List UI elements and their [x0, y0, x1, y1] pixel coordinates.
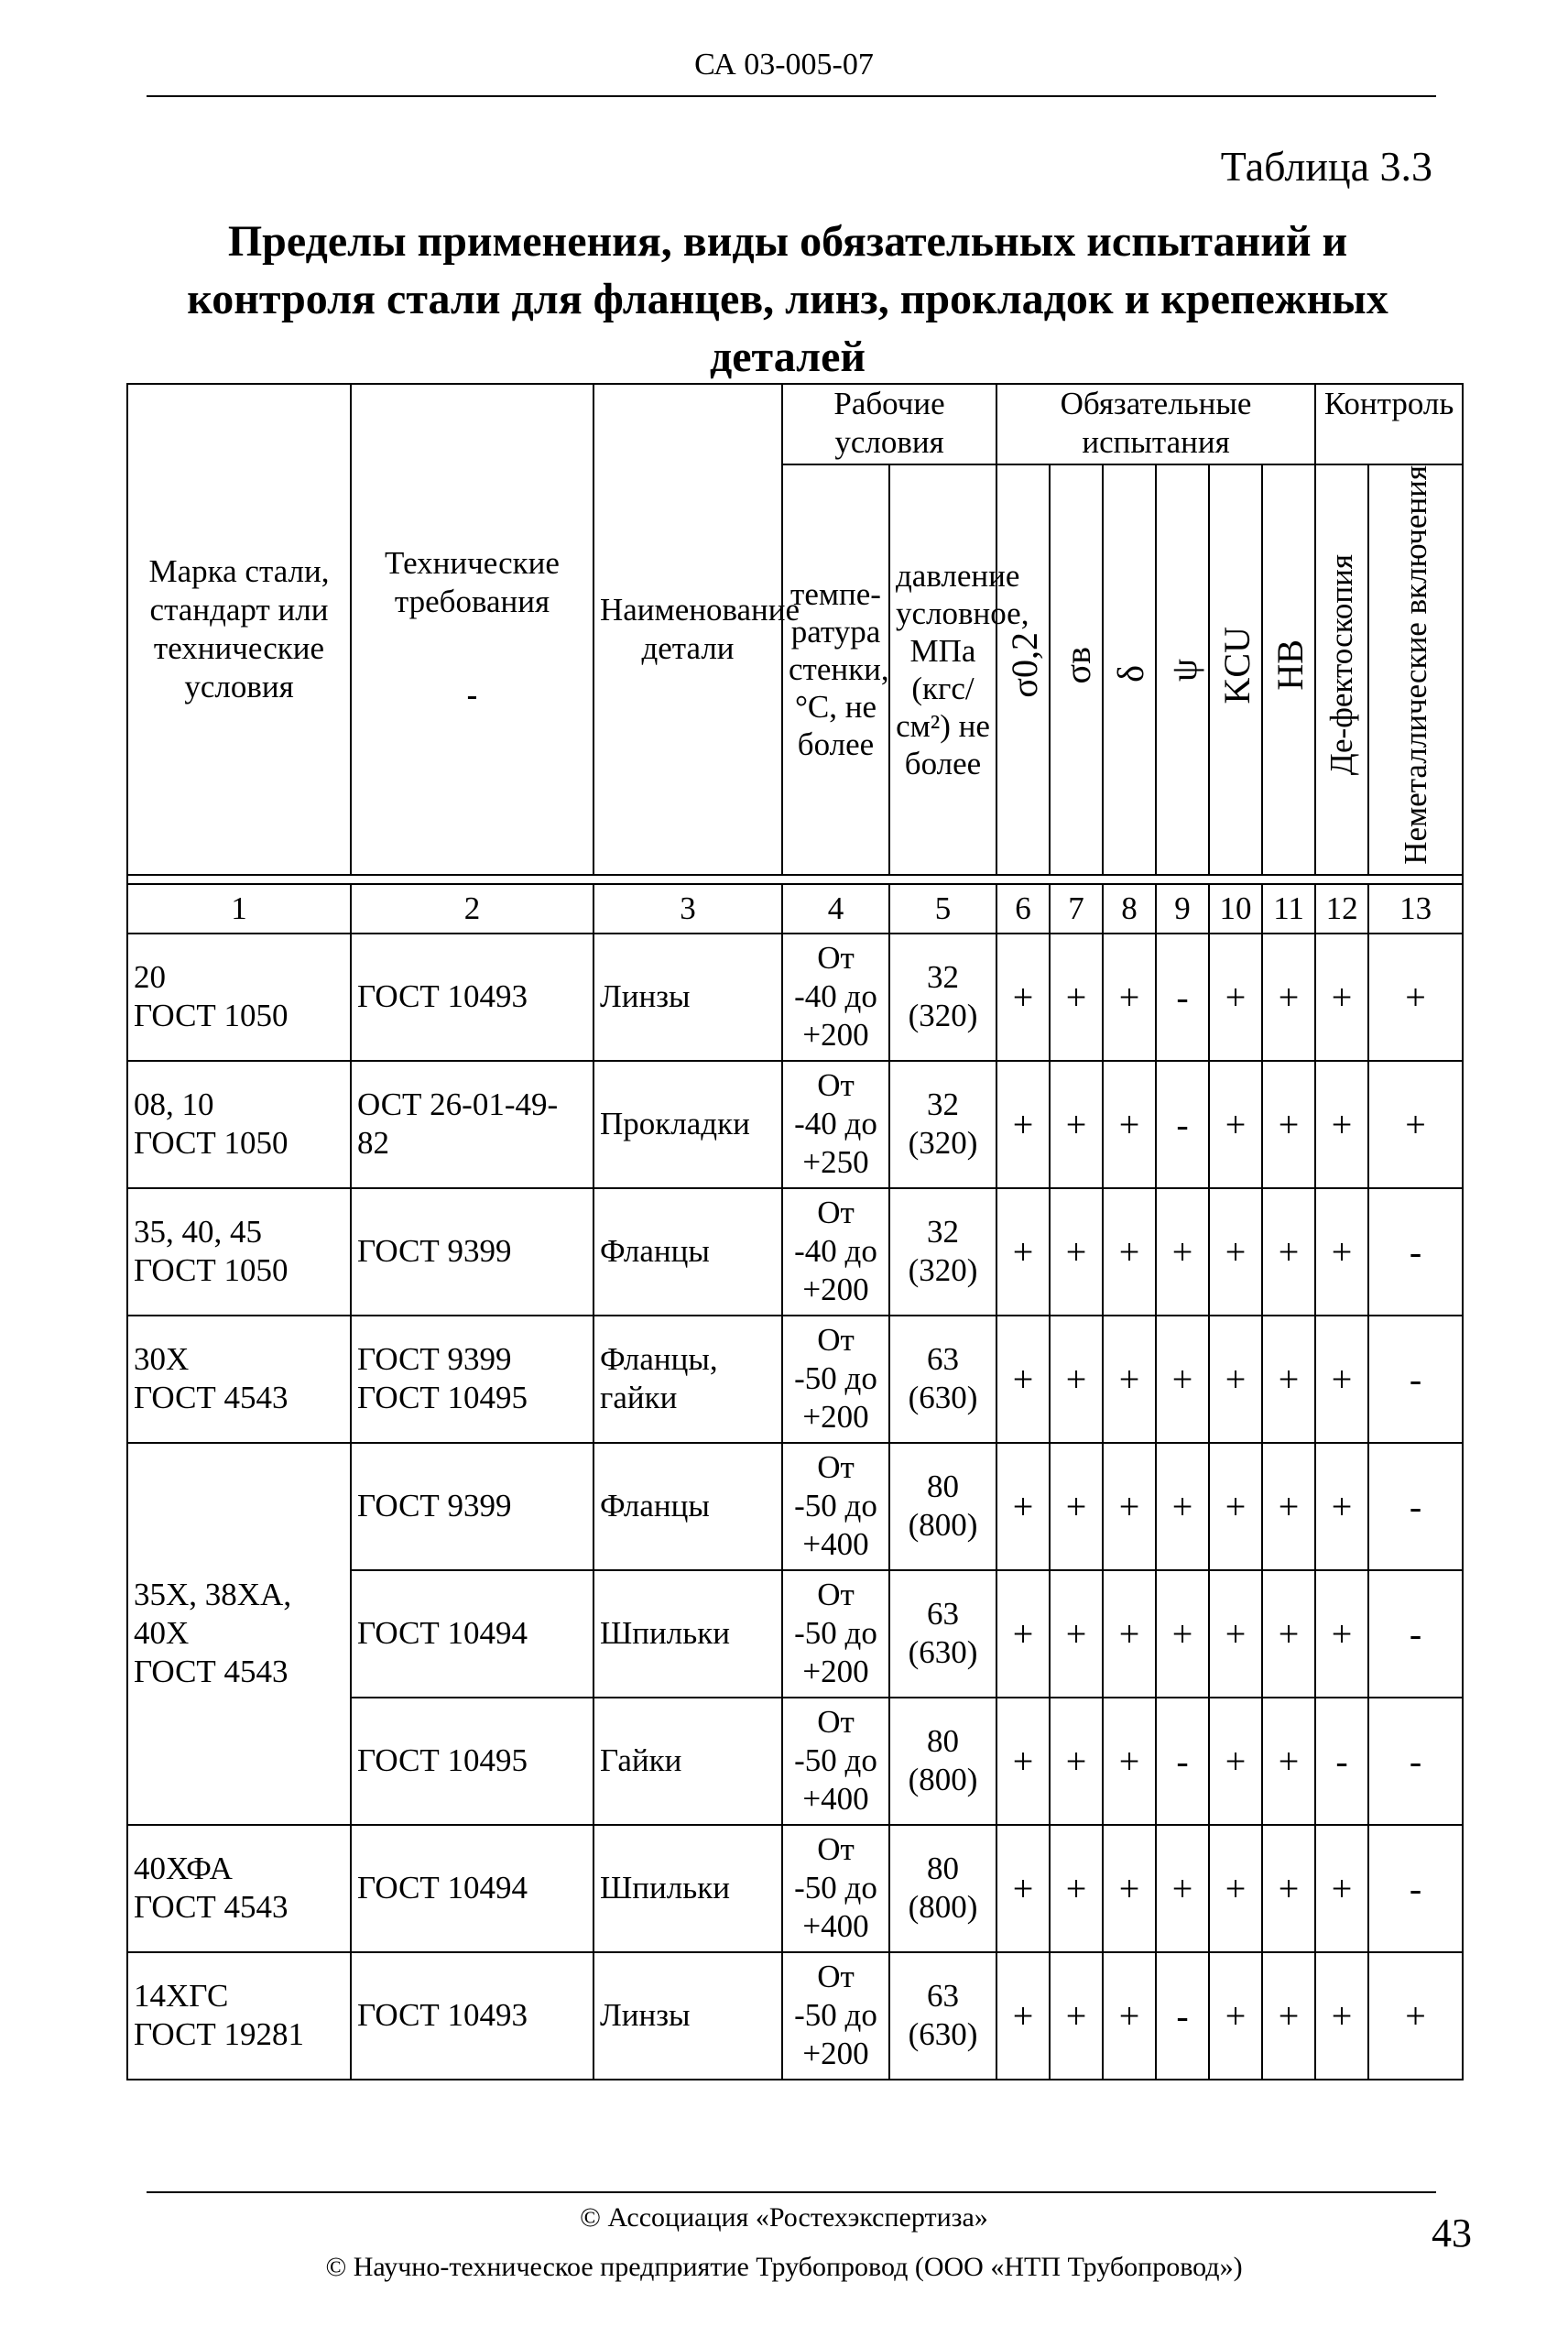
- table-row: [127, 1443, 1463, 1570]
- test-mark: +: [1368, 934, 1463, 1061]
- column-number: 12: [1315, 884, 1368, 934]
- test-mark: +: [996, 1316, 1050, 1443]
- steel-grade-cell: [127, 1188, 351, 1316]
- column-number: 9: [1156, 884, 1209, 934]
- header-tech-mark: -: [466, 676, 478, 713]
- test-mark: +: [1262, 1316, 1315, 1443]
- temperature-cell: [782, 1698, 889, 1825]
- header-tech-label: Технические требования: [385, 544, 560, 619]
- footer-rule: [147, 2191, 1436, 2193]
- part-name-cell: [593, 1825, 782, 1952]
- test-mark: +: [1103, 1952, 1156, 2080]
- temperature-cell: [782, 1188, 889, 1316]
- footer-enterprise: © Научно-техническое предприятие Трубопровод (ООО «НТП Трубопровод»): [325, 2252, 1243, 2282]
- pressure-cell-line: 80: [927, 1469, 959, 1505]
- part-name-cell-line: Шпильки: [600, 1615, 730, 1652]
- test-mark: +: [996, 1443, 1050, 1570]
- delta-label: δ: [1110, 664, 1151, 683]
- header-part: Наименование детали: [593, 384, 782, 875]
- pressure-cell-line: 80: [927, 1723, 959, 1760]
- part-name-cell-line: гайки: [600, 1380, 678, 1416]
- header-delta: [1103, 464, 1156, 875]
- test-mark: +: [1262, 1443, 1315, 1570]
- pressure-cell-line: (320): [908, 998, 978, 1034]
- test-mark: +: [1209, 1570, 1262, 1698]
- table-row: [127, 1825, 1463, 1952]
- temperature-cell: [782, 1952, 889, 2080]
- temperature-cell: [782, 1061, 889, 1188]
- steel-grade-cell: [127, 1825, 351, 1952]
- steel-grade-cell: [127, 1443, 351, 1825]
- test-mark: +: [1050, 1698, 1103, 1825]
- temperature-cell-line: От: [817, 1322, 855, 1359]
- part-name-cell-line: Прокладки: [600, 1106, 750, 1142]
- temperature-cell-line: +200: [802, 1017, 869, 1054]
- tech-requirements-cell: [351, 1952, 593, 2080]
- test-mark: +: [1209, 934, 1262, 1061]
- table-row: [127, 1188, 1463, 1316]
- table-row: [127, 1316, 1463, 1443]
- header-gap: [127, 875, 1463, 884]
- column-numbers: [127, 875, 1463, 934]
- test-mark: +: [1209, 1316, 1262, 1443]
- steel-grade-cell-line: 20: [134, 959, 166, 996]
- temperature-cell-line: -40 до: [794, 978, 877, 1015]
- part-name-cell: [593, 1061, 782, 1188]
- tech-requirements-cell: [351, 1061, 593, 1188]
- tech-requirements-cell-line: ГОСТ 10493: [357, 978, 528, 1015]
- pressure-cell-line: (320): [908, 1125, 978, 1162]
- header-steel: Марка стали, стандарт или технические условия: [127, 384, 351, 875]
- part-name-cell-line: Линзы: [600, 978, 691, 1015]
- header-nonmetal: [1368, 464, 1463, 875]
- column-number: 6: [996, 884, 1050, 934]
- pressure-cell-line: 63: [927, 1596, 959, 1633]
- header-hb: [1262, 464, 1315, 875]
- temperature-cell: [782, 1825, 889, 1952]
- steel-grade-cell-line: ГОСТ 1050: [134, 1252, 289, 1289]
- temperature-cell-line: -50 до: [794, 1742, 877, 1779]
- header-control: Контроль: [1315, 384, 1463, 464]
- temperature-cell-line: +200: [802, 1272, 869, 1308]
- test-mark: +: [1315, 1316, 1368, 1443]
- header-rule: [147, 95, 1436, 97]
- column-number: 13: [1368, 884, 1463, 934]
- tech-requirements-cell: [351, 1443, 593, 1570]
- test-mark: -: [1156, 1061, 1209, 1188]
- test-mark: +: [1315, 1570, 1368, 1698]
- test-mark: +: [1262, 1570, 1315, 1698]
- temperature-cell-line: От: [817, 940, 855, 977]
- pressure-cell: [889, 1188, 996, 1316]
- steel-grade-cell-line: 08, 10: [134, 1087, 214, 1123]
- test-mark: +: [996, 1188, 1050, 1316]
- pressure-cell: [889, 1952, 996, 2080]
- header-temperature: темпе-ратура стенки, °С, не более: [782, 464, 889, 875]
- header-sigma02: [996, 464, 1050, 875]
- test-mark: +: [1050, 1188, 1103, 1316]
- test-mark: -: [1368, 1316, 1463, 1443]
- hb-label: HB: [1269, 639, 1311, 691]
- test-mark: +: [1103, 1570, 1156, 1698]
- steel-grade-cell-line: ГОСТ 4543: [134, 1889, 289, 1926]
- tech-requirements-cell-line: ГОСТ 9399: [357, 1341, 512, 1378]
- test-mark: +: [1315, 1061, 1368, 1188]
- test-mark: +: [1209, 1188, 1262, 1316]
- table-title: Пределы применения, виды обязательных испытаний и контроля стали для фланцев, линз, прокладок и крепежных деталей: [187, 217, 1388, 381]
- test-mark: +: [996, 1825, 1050, 1952]
- pressure-cell: [889, 1316, 996, 1443]
- header-sigmaB: [1050, 464, 1103, 875]
- pressure-cell: [889, 1825, 996, 1952]
- header-tests: Обязательные испытания: [996, 384, 1315, 464]
- pressure-cell-line: (800): [908, 1762, 978, 1798]
- temperature-cell: [782, 1443, 889, 1570]
- steel-grade-cell-line: 40ХФА: [134, 1851, 233, 1887]
- test-mark: +: [1156, 1825, 1209, 1952]
- test-mark: +: [996, 1698, 1050, 1825]
- test-mark: +: [1209, 1698, 1262, 1825]
- table-body: [127, 934, 1463, 2080]
- column-number: 3: [593, 884, 782, 934]
- part-name-cell-line: Линзы: [600, 1997, 691, 2034]
- tech-requirements-cell-line: ГОСТ 10495: [357, 1380, 528, 1416]
- tech-requirements-cell: [351, 934, 593, 1061]
- tech-requirements-cell-line: ОСТ 26-01-49-: [357, 1087, 559, 1123]
- table-number: Таблица 3.3: [1220, 143, 1432, 190]
- test-mark: -: [1156, 1952, 1209, 2080]
- test-mark: +: [1103, 1316, 1156, 1443]
- test-mark: +: [1209, 1825, 1262, 1952]
- test-mark: +: [1368, 1061, 1463, 1188]
- test-mark: +: [996, 1061, 1050, 1188]
- test-mark: +: [1315, 1188, 1368, 1316]
- pressure-cell-line: 32: [927, 1214, 959, 1250]
- test-mark: -: [1368, 1570, 1463, 1698]
- test-mark: +: [1315, 1443, 1368, 1570]
- defectoscopy-label: Де-фектоскопия: [1323, 554, 1360, 776]
- test-mark: +: [1156, 1188, 1209, 1316]
- test-mark: +: [1103, 1825, 1156, 1952]
- pressure-cell-line: 63: [927, 1978, 959, 2015]
- table-row: [127, 934, 1463, 1061]
- temperature-cell-line: -40 до: [794, 1106, 877, 1142]
- part-name-cell-line: Фланцы: [600, 1488, 710, 1524]
- pressure-cell-line: (800): [908, 1889, 978, 1926]
- temperature-cell-line: От: [817, 1831, 855, 1868]
- test-mark: +: [1262, 1061, 1315, 1188]
- test-mark: +: [1315, 1825, 1368, 1952]
- temperature-cell-line: От: [817, 1195, 855, 1231]
- temperature-cell-line: +400: [802, 1908, 869, 1945]
- header-gap-cell: [127, 875, 1463, 884]
- psi-label: ψ: [1163, 659, 1204, 683]
- test-mark: +: [1156, 1316, 1209, 1443]
- column-number: 4: [782, 884, 889, 934]
- temperature-cell-line: -50 до: [794, 1870, 877, 1906]
- header-psi: [1156, 464, 1209, 875]
- part-name-cell: [593, 1570, 782, 1698]
- part-name-cell: [593, 1316, 782, 1443]
- temperature-cell-line: От: [817, 1449, 855, 1486]
- kcu-label: KCU: [1216, 626, 1258, 704]
- tech-requirements-cell-line: ГОСТ 10494: [357, 1615, 528, 1652]
- temperature-cell-line: +250: [802, 1144, 869, 1181]
- steel-grade-cell: [127, 934, 351, 1061]
- temperature-cell-line: -50 до: [794, 1360, 877, 1397]
- test-mark: +: [1050, 1570, 1103, 1698]
- pressure-cell-line: 80: [927, 1851, 959, 1887]
- steel-grade-cell: [127, 1316, 351, 1443]
- header-kcu: [1209, 464, 1262, 875]
- temperature-cell-line: От: [817, 1577, 855, 1613]
- temperature-cell-line: -50 до: [794, 1488, 877, 1524]
- temperature-cell-line: От: [817, 1704, 855, 1741]
- test-mark: +: [996, 934, 1050, 1061]
- test-mark: -: [1368, 1188, 1463, 1316]
- pressure-cell-line: (630): [908, 2016, 978, 2053]
- pressure-cell: [889, 1443, 996, 1570]
- test-mark: -: [1368, 1698, 1463, 1825]
- test-mark: +: [1262, 1188, 1315, 1316]
- sigma02-label: σ0,2: [1004, 632, 1045, 698]
- steel-grade-cell-line: ГОСТ 4543: [134, 1654, 289, 1690]
- steel-grade-cell-line: ГОСТ 4543: [134, 1380, 289, 1416]
- part-name-cell-line: Фланцы: [600, 1233, 710, 1270]
- temperature-cell-line: +400: [802, 1781, 869, 1818]
- test-mark: +: [1050, 934, 1103, 1061]
- column-number-row: [127, 884, 1463, 934]
- pressure-cell-line: (630): [908, 1380, 978, 1416]
- temperature-cell-line: +400: [802, 1526, 869, 1563]
- steel-grade-cell-line: 35, 40, 45: [134, 1214, 262, 1250]
- steel-grade-cell-line: ГОСТ 19281: [134, 2016, 305, 2053]
- part-name-cell: [593, 1952, 782, 2080]
- pressure-cell: [889, 1570, 996, 1698]
- temperature-cell-line: +200: [802, 1654, 869, 1690]
- test-mark: +: [1262, 934, 1315, 1061]
- part-name-cell-line: Шпильки: [600, 1870, 730, 1906]
- part-name-cell-line: Фланцы,: [600, 1341, 718, 1378]
- steel-grade-cell: [127, 1952, 351, 2080]
- part-name-cell: [593, 1188, 782, 1316]
- header-pressure: давление условное, МПа (кгс/см²) не более: [889, 464, 996, 875]
- column-number: 11: [1262, 884, 1315, 934]
- header-work-conditions: Рабочие условия: [782, 384, 996, 464]
- part-name-cell: [593, 934, 782, 1061]
- test-mark: -: [1156, 934, 1209, 1061]
- test-mark: -: [1368, 1443, 1463, 1570]
- test-mark: +: [1209, 1443, 1262, 1570]
- test-mark: +: [1103, 1698, 1156, 1825]
- temperature-cell-line: От: [817, 1067, 855, 1104]
- column-number: 10: [1209, 884, 1262, 934]
- steel-grade-cell-line: 35Х, 38ХА,: [134, 1577, 292, 1613]
- temperature-cell-line: +200: [802, 2036, 869, 2072]
- test-mark: +: [1050, 1952, 1103, 2080]
- test-mark: +: [1156, 1443, 1209, 1570]
- steel-grade-cell-line: 14ХГС: [134, 1978, 229, 2015]
- test-mark: +: [1262, 1825, 1315, 1952]
- part-name-cell-line: Гайки: [600, 1742, 682, 1779]
- tech-requirements-cell-line: 82: [357, 1125, 389, 1162]
- pressure-cell-line: (320): [908, 1252, 978, 1289]
- column-number: 2: [351, 884, 593, 934]
- temperature-cell-line: От: [817, 1959, 855, 1995]
- test-mark: +: [1262, 1698, 1315, 1825]
- temperature-cell: [782, 1316, 889, 1443]
- tech-requirements-cell: [351, 1188, 593, 1316]
- tech-requirements-cell: [351, 1570, 593, 1698]
- tech-requirements-cell-line: ГОСТ 9399: [357, 1233, 512, 1270]
- column-number: 5: [889, 884, 996, 934]
- test-mark: +: [1156, 1570, 1209, 1698]
- pressure-cell-line: 32: [927, 959, 959, 996]
- document-code: СА 03-005-07: [694, 48, 874, 82]
- test-mark: +: [996, 1570, 1050, 1698]
- page-number: 43: [1432, 2211, 1472, 2255]
- test-mark: +: [1103, 1061, 1156, 1188]
- steel-grade-cell-line: ГОСТ 1050: [134, 1125, 289, 1162]
- temperature-cell: [782, 934, 889, 1061]
- pressure-cell-line: 63: [927, 1341, 959, 1378]
- column-number: 7: [1050, 884, 1103, 934]
- test-mark: +: [1050, 1443, 1103, 1570]
- test-mark: +: [1050, 1316, 1103, 1443]
- test-mark: +: [996, 1952, 1050, 2080]
- footer-association: © Ассоциация «Ростехэкспертиза»: [580, 2202, 988, 2233]
- table-row: [127, 1952, 1463, 2080]
- test-mark: +: [1103, 1443, 1156, 1570]
- steel-grade-cell-line: 40Х: [134, 1615, 190, 1652]
- test-mark: +: [1209, 1061, 1262, 1188]
- test-mark: -: [1156, 1698, 1209, 1825]
- pressure-cell: [889, 1698, 996, 1825]
- test-mark: +: [1262, 1952, 1315, 2080]
- pressure-cell-line: (800): [908, 1507, 978, 1544]
- test-mark: +: [1368, 1952, 1463, 2080]
- pressure-cell-line: 32: [927, 1087, 959, 1123]
- tech-requirements-cell-line: ГОСТ 10494: [357, 1870, 528, 1906]
- table-row: [127, 1061, 1463, 1188]
- tech-requirements-cell: [351, 1825, 593, 1952]
- test-mark: +: [1209, 1952, 1262, 2080]
- test-mark: -: [1368, 1825, 1463, 1952]
- test-mark: +: [1050, 1061, 1103, 1188]
- part-name-cell: [593, 1698, 782, 1825]
- pressure-cell: [889, 1061, 996, 1188]
- nonmetal-label: Неметаллические включения: [1397, 465, 1433, 865]
- column-number: 8: [1103, 884, 1156, 934]
- temperature-cell: [782, 1570, 889, 1698]
- test-mark: +: [1103, 1188, 1156, 1316]
- sigmaB-label: σв: [1057, 646, 1098, 684]
- tech-requirements-cell-line: ГОСТ 9399: [357, 1488, 512, 1524]
- header-defectoscopy: [1315, 464, 1368, 875]
- test-mark: +: [1315, 934, 1368, 1061]
- pressure-cell-line: (630): [908, 1634, 978, 1671]
- steel-spec-table: [126, 383, 1464, 2080]
- column-number: 1: [127, 884, 351, 934]
- header-tech: [351, 384, 593, 875]
- steel-grade-cell-line: 30Х: [134, 1341, 190, 1378]
- temperature-cell-line: -50 до: [794, 1997, 877, 2034]
- test-mark: +: [1050, 1825, 1103, 1952]
- tech-requirements-cell: [351, 1316, 593, 1443]
- test-mark: +: [1103, 934, 1156, 1061]
- part-name-cell: [593, 1443, 782, 1570]
- temperature-cell-line: -50 до: [794, 1615, 877, 1652]
- pressure-cell: [889, 934, 996, 1061]
- tech-requirements-cell-line: ГОСТ 10493: [357, 1997, 528, 2034]
- temperature-cell-line: -40 до: [794, 1233, 877, 1270]
- tech-requirements-cell: [351, 1698, 593, 1825]
- steel-grade-cell-line: ГОСТ 1050: [134, 998, 289, 1034]
- test-mark: -: [1315, 1698, 1368, 1825]
- tech-requirements-cell-line: ГОСТ 10495: [357, 1742, 528, 1779]
- temperature-cell-line: +200: [802, 1399, 869, 1436]
- steel-grade-cell: [127, 1061, 351, 1188]
- test-mark: +: [1315, 1952, 1368, 2080]
